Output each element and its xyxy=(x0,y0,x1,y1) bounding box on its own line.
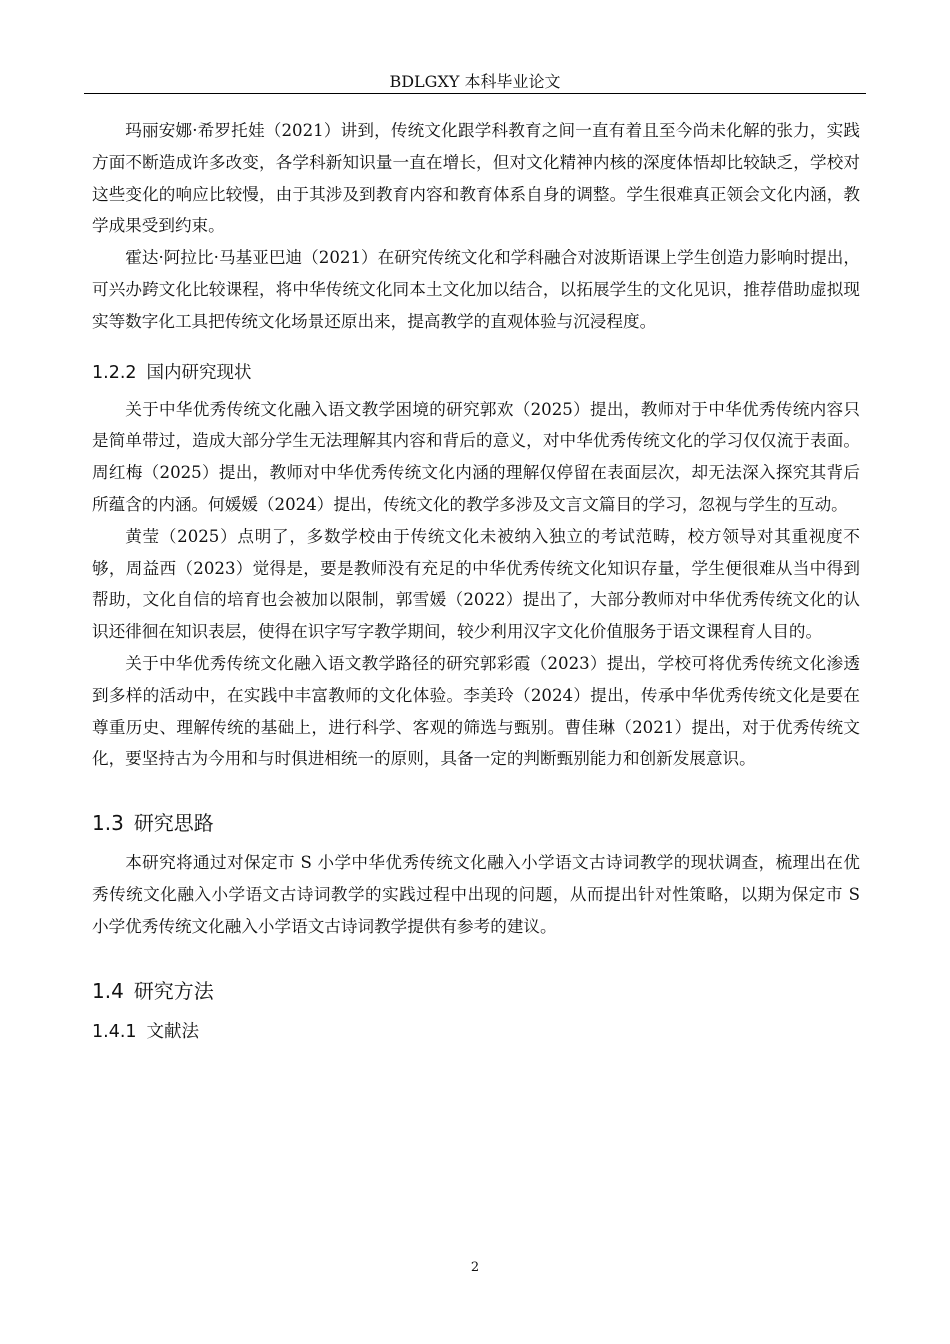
heading-1-4-1 xyxy=(92,1019,860,1045)
heading-number: 1.4.1 xyxy=(92,1021,137,1042)
paragraph-1: 玛丽安娜·希罗托娃（2021）讲到，传统文化跟学科教育之间一直有着且至今尚未化解的张力，实践方面不断造成许多改变，各学科新知识量一直在增长，但对文化精神内核的深度体悟却比较缺乏，学校对这些变化的响应比较慢，由于其涉及到教育内容和教育体系自身的调整。学生很难真正领会文化内涵，教学成果受到约束。 xyxy=(92,121,860,236)
paragraph-2: 霍达·阿拉比·马基亚巴迪（2021）在研究传统文化和学科融合对波斯语课上学生创造力影响时提出，可兴办跨文化比较课程，将中华传统文化同本土文化加以结合，以拓展学生的文化见识，推荐借助虚拟现实等数字化工具把传统文化场景还原出来，提高教学的直观体验与沉浸程度。 xyxy=(92,248,860,331)
paragraph-4: 黄莹（2025）点明了，多数学校由于传统文化未被纳入独立的考试范畴，校方领导对其重视度不够，周益西（2023）觉得是，要是教师没有充足的中华优秀传统文化知识存量，学生便很难从当中得到帮助，文化自信的培育也会被加以限制，郭雪媛（2022）提出了，大部分教师对中华优秀传统文化的认识还徘徊在知识表层，使得在识字写字教学期间，较少利用汉字文化价值服务于语文课程育人目的。 xyxy=(92,526,860,642)
heading-number: 1.4 xyxy=(92,978,124,1003)
heading-1-3 xyxy=(92,809,860,837)
paragraph-3: 关于中华优秀传统文化融入语文教学困境的研究郭欢（2025）提出，教师对于中华优秀传统内容只是简单带过，造成大部分学生无法理解其内容和背后的意义，对中华优秀传统文化的学习仅仅流于表面。周红梅（2025）提出，教师对中华优秀传统文化内涵的理解仅停留在表面层次，却无法深入探究其背后所蕴含的内涵。何媛媛（2024）提出，传统文化的教学多涉及文言文篇目的学习，忽视与学生的互动。 xyxy=(92,399,860,514)
heading-number: 1.2.2 xyxy=(92,362,137,383)
heading-1-2-2 xyxy=(92,360,860,386)
heading-text: 研究思路 xyxy=(133,811,214,836)
header-rule xyxy=(84,93,866,94)
heading-text: 研究方法 xyxy=(133,978,214,1003)
page-number: 2 xyxy=(470,1260,480,1275)
page-body xyxy=(92,115,860,1045)
heading-number: 1.3 xyxy=(92,811,124,836)
running-header: BDLGXY 本科毕业论文 xyxy=(389,72,561,91)
paragraph-6: 本研究将通过对保定市 S 小学中华优秀传统文化融入小学语文古诗词教学的现状调查，梳理出在优秀传统文化融入小学语文古诗词教学的实践过程中出现的问题，从而提出针对性策略，以期为保定市 S 小学优秀传统文化融入小学语文古诗词教学提供有参考的建议。 xyxy=(92,853,860,936)
heading-text: 国内研究现状 xyxy=(146,362,252,383)
heading-text: 文献法 xyxy=(146,1021,200,1042)
heading-1-4 xyxy=(92,977,860,1005)
paragraph-5: 关于中华优秀传统文化融入语文教学路径的研究郭彩霞（2023）提出，学校可将优秀传统文化渗透到多样的活动中，在实践中丰富教师的文化体验。李美玲（2024）提出，传承中华优秀传统文化是要在尊重历史、理解传统的基础上，进行科学、客观的筛选与甄别。曹佳琳（2021）提出，对于优秀传统文化，要坚持古为今用和与时俱进相统一的原则，具备一定的判断甄别能力和创新发展意识。 xyxy=(92,653,860,769)
